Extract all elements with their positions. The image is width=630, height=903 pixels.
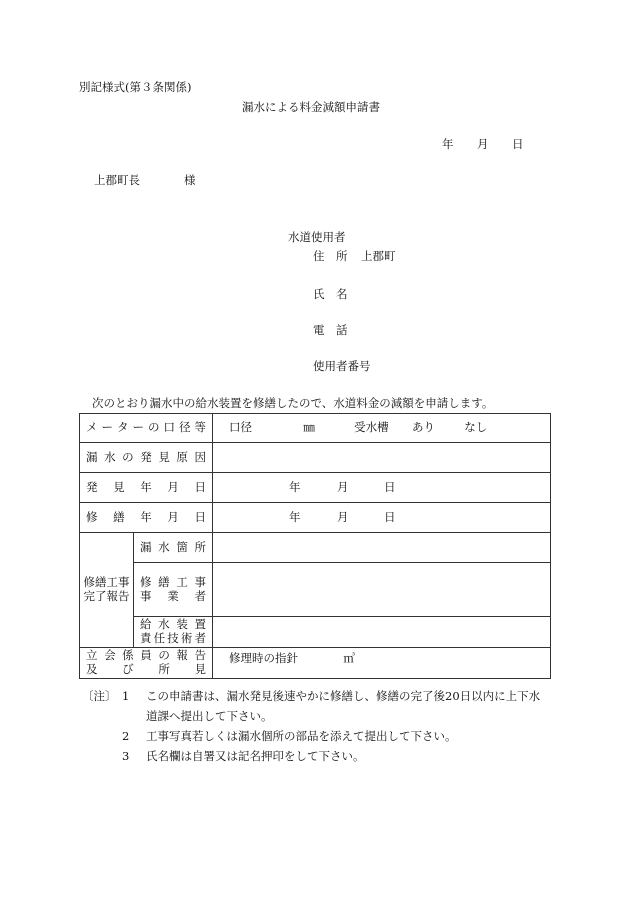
- cause-label-cell: [80, 443, 213, 473]
- phone-label: 電 話: [313, 323, 348, 337]
- leak-location-label-cell: [134, 533, 213, 563]
- inspector-label-cell: [80, 648, 213, 679]
- row-repair-date: [80, 503, 551, 533]
- application-statement: 次のとおり漏水中の給水装置を修繕したので、水道料金の減額を申請します。: [92, 396, 494, 410]
- cause-value-cell[interactable]: [213, 443, 551, 473]
- row-leak-location: [80, 533, 551, 563]
- applicant-heading: 水道使用者: [288, 230, 346, 244]
- found-date-label: 発 見 年 月 日: [86, 479, 206, 494]
- tank-yes-option[interactable]: あり: [411, 420, 435, 435]
- engineer-label-cell: [134, 617, 213, 648]
- repair-date-year: 年: [289, 509, 301, 524]
- note-number: 1: [122, 689, 130, 703]
- inspector-label-2: 及 び 所 見: [86, 662, 206, 676]
- row-meter: [80, 414, 551, 443]
- note-line: 道課へ提出して下さい。: [146, 709, 273, 723]
- note-item-2: [82, 726, 557, 746]
- addressee: 上郡町長: [94, 173, 140, 187]
- cause-label: 漏 水 の 発 見 原 因: [86, 449, 206, 464]
- meter-value-cell[interactable]: [213, 414, 551, 443]
- note-line: この申請書は、漏水発見後速やかに修繕し、修繕の完了後20日以内に上下水: [146, 689, 541, 703]
- found-date-day: 日: [384, 479, 396, 494]
- note-number: 2: [122, 729, 130, 743]
- note-text: 氏名欄は自署又は記名押印をして下さい。: [146, 749, 365, 763]
- meter-reading-unit: ㎥: [343, 651, 355, 665]
- repair-date-value-cell[interactable]: [213, 503, 551, 533]
- user-number-label: 使用者番号: [313, 359, 371, 373]
- document-title: 漏水による料金減額申請書: [242, 100, 380, 114]
- meter-reading-label: 修理時の指針: [229, 651, 298, 665]
- note-item-3: [82, 746, 557, 766]
- diameter-unit: ㎜: [303, 420, 315, 435]
- completion-report-label-2: 完了報告: [83, 589, 130, 603]
- row-engineer: [80, 617, 551, 648]
- leak-location-value-cell[interactable]: [213, 533, 551, 563]
- inspector-value-cell[interactable]: [213, 648, 551, 679]
- note-text: 工事写真若しくは漏水個所の部品を添えて提出して下さい。: [146, 729, 457, 743]
- meter-label-cell: [80, 414, 213, 443]
- address-label: 住 所: [313, 249, 348, 263]
- found-date-value-cell[interactable]: [213, 473, 551, 503]
- repair-date-month: 月: [337, 509, 349, 524]
- engineer-label-2: 責 任 技 術 者: [140, 631, 206, 645]
- note-number: 3: [122, 749, 130, 763]
- found-date-year: 年: [289, 479, 301, 494]
- inspector-label-1: 立 会 係 員 の 報 告: [86, 648, 206, 663]
- date-month: 月: [477, 137, 489, 151]
- repair-date-label-cell: [80, 503, 213, 533]
- notes-tag: 〔注〕: [82, 689, 117, 703]
- leak-location-label: 漏 水 箇 所: [140, 539, 206, 554]
- contractor-label-cell: [134, 563, 213, 617]
- row-cause: [80, 443, 551, 473]
- form-label: 別記様式(第３条関係): [79, 80, 192, 94]
- note-text: [146, 686, 557, 726]
- honorific: 様: [184, 173, 196, 187]
- completion-report-label-cell: [80, 533, 134, 648]
- repair-date-day: 日: [384, 509, 396, 524]
- contractor-label-2: 事 業 者: [140, 588, 206, 603]
- meter-label: メ ー タ ー の 口 径 等: [86, 420, 206, 435]
- found-date-month: 月: [337, 479, 349, 494]
- contractor-label-1: 修 繕 工 事: [140, 574, 206, 589]
- engineer-label-1: 給 水 装 置: [140, 617, 206, 632]
- date-year: 年: [442, 137, 454, 151]
- name-label: 氏 名: [313, 287, 348, 301]
- contractor-value-cell[interactable]: [213, 563, 551, 617]
- reduction-request-table: [79, 413, 551, 679]
- address-value: 上郡町: [361, 249, 396, 263]
- completion-report-label-1: 修繕工事: [83, 575, 130, 590]
- row-inspector: [80, 648, 551, 679]
- repair-date-label: 修 繕 年 月 日: [86, 509, 206, 524]
- date-day: 日: [512, 137, 524, 151]
- diameter-label: 口径: [229, 420, 252, 435]
- notes-section: [82, 686, 557, 766]
- row-contractor: [80, 563, 551, 617]
- tank-no-option[interactable]: なし: [464, 420, 488, 435]
- note-item-1: [82, 686, 557, 726]
- engineer-value-cell[interactable]: [213, 617, 551, 648]
- tank-label: 受水槽: [354, 420, 389, 435]
- found-date-label-cell: [80, 473, 213, 503]
- row-found-date: [80, 473, 551, 503]
